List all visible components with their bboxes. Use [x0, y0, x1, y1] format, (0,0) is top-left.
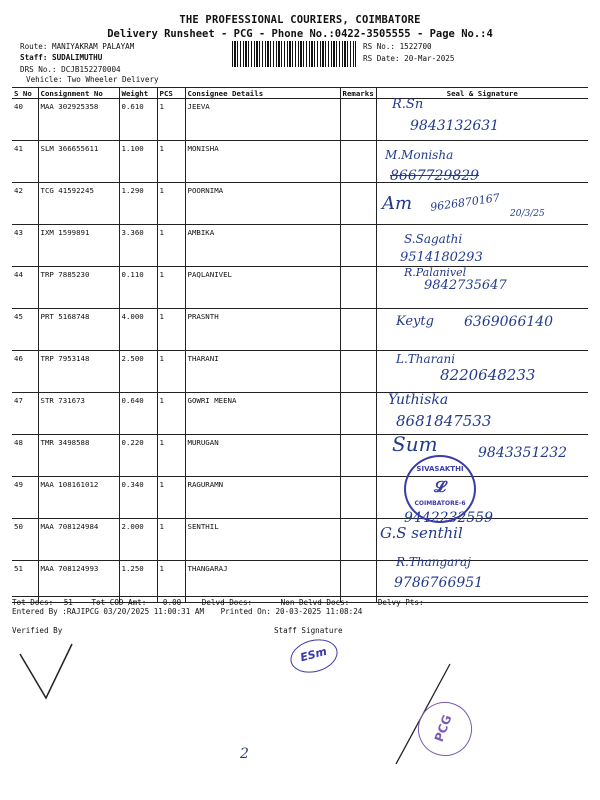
cell-consignee: MURUGAN: [185, 435, 340, 477]
cell-consignment: SLM 366655611: [38, 141, 119, 183]
drs-label: DRS No.:: [20, 65, 57, 74]
cell-sno: 42: [12, 183, 38, 225]
cell-consignee: THANGARAJ: [185, 561, 340, 603]
handwritten-phone: 8681847533: [396, 412, 492, 430]
table-row: [12, 99, 588, 141]
pcg-stamp-text: PCG: [431, 713, 455, 744]
non-delvd-docs-label: Non Delvd Docs:: [280, 598, 350, 607]
delvd-docs-label: Delvd Docs:: [201, 598, 253, 607]
cell-consignment: MAA 708124984: [38, 519, 119, 561]
col-consignment-no: Consignment No: [38, 88, 119, 99]
cell-remarks: [340, 225, 376, 267]
vehicle-label: Vehicle:: [26, 75, 63, 84]
staff-label: Staff:: [20, 53, 48, 62]
cell-weight: 1.100: [119, 141, 157, 183]
handwritten-page-mark: 2: [240, 746, 249, 762]
cell-weight: 4.000: [119, 309, 157, 351]
seal-bottom-text: COIMBATORE-6: [414, 500, 466, 507]
cell-consignee: SENTHIL: [185, 519, 340, 561]
cell-remarks: [340, 183, 376, 225]
col-seal-signature: Seal & Signature: [376, 88, 588, 99]
handwritten-phone: 8667729829: [390, 168, 480, 184]
cell-pcs: 1: [157, 99, 185, 141]
handwritten-phone: 9514180293: [400, 250, 483, 265]
col-weight: Weight: [119, 88, 157, 99]
company-name: THE PROFESSIONAL COURIERS, COIMBATORE: [179, 14, 421, 26]
cell-consignment: STR 731673: [38, 393, 119, 435]
handwritten-name: R.Palanivel: [404, 266, 467, 279]
table-row: [12, 183, 588, 225]
cell-pcs: 1: [157, 561, 185, 603]
handwritten-name: Yuthiska: [388, 392, 449, 408]
printed-on: Printed On: 20-03-2025 11:08:24: [220, 607, 363, 616]
cell-weight: 2.500: [119, 351, 157, 393]
col-consignee: Consignee Details: [185, 88, 340, 99]
col-pcs: PCS: [157, 88, 185, 99]
sivasakthi-seal: [404, 455, 476, 523]
cell-sno: 47: [12, 393, 38, 435]
cell-consignment: TCG 41592245: [38, 183, 119, 225]
handwritten-phone: 6369066140: [464, 314, 554, 330]
tot-cod-value: 0.00: [162, 598, 182, 607]
staff-value: SUDALIMUTHU: [52, 53, 103, 62]
cell-weight: 2.000: [119, 519, 157, 561]
delvy-pts-label: Delvy Pts:: [377, 598, 424, 607]
cell-weight: 0.110: [119, 267, 157, 309]
cell-weight: 0.640: [119, 393, 157, 435]
handwritten-phone: 9843132631: [410, 118, 500, 134]
cell-sno: 43: [12, 225, 38, 267]
signature-scribble: Sum: [392, 432, 438, 456]
cell-consignee: AMBIKA: [185, 225, 340, 267]
cell-consignee: GOWRI MEENA: [185, 393, 340, 435]
cell-sno: 50: [12, 519, 38, 561]
staff-line: [20, 53, 102, 62]
handwritten-phone: 9626870167: [429, 191, 501, 214]
cell-consignment: MAA 108161012: [38, 477, 119, 519]
cell-remarks: [340, 393, 376, 435]
cell-weight: 3.360: [119, 225, 157, 267]
cell-weight: 1.290: [119, 183, 157, 225]
seal-signature-icon: 𝓛: [434, 477, 446, 496]
tot-cod-label: Tot COD Amt:: [91, 598, 147, 607]
cell-pcs: 1: [157, 309, 185, 351]
handwritten-date: 20/3/25: [510, 209, 545, 219]
tot-docs-label: Tot Docs:: [12, 598, 54, 607]
cell-consignment: MAA 708124993: [38, 561, 119, 603]
cell-consignee: THARANI: [185, 351, 340, 393]
cell-remarks: [340, 309, 376, 351]
cell-consignment: MAA 302925358: [38, 99, 119, 141]
cell-pcs: 1: [157, 393, 185, 435]
col-sno: S No: [12, 88, 38, 99]
seal-top-text: SIVASAKTHI: [416, 465, 464, 473]
cell-consignment: TRP 7953148: [38, 351, 119, 393]
cell-consignment: TMR 3498588: [38, 435, 119, 477]
handwritten-phone: 9442232559: [404, 510, 494, 526]
cell-sno: 40: [12, 99, 38, 141]
route-line: [20, 42, 134, 51]
cell-pcs: 1: [157, 351, 185, 393]
handwritten-name: R.Thangaraj: [396, 555, 471, 569]
cell-remarks: [340, 435, 376, 477]
handwritten-name: S.Sagathi: [404, 232, 463, 246]
cell-remarks: [340, 267, 376, 309]
col-remarks: Remarks: [340, 88, 376, 99]
signature-scribble: R.Sn: [392, 97, 424, 112]
verified-by-label: Verified By: [12, 626, 63, 635]
table-row: [12, 477, 588, 519]
cell-pcs: 1: [157, 435, 185, 477]
staff-signature-label: Staff Signature: [274, 626, 343, 635]
cell-pcs: 1: [157, 225, 185, 267]
cell-remarks: [340, 99, 376, 141]
table-row: [12, 141, 588, 183]
cell-weight: 0.340: [119, 477, 157, 519]
cell-remarks: [340, 351, 376, 393]
route-value: MANIYAKRAM PALAYAM: [52, 42, 135, 51]
handwritten-phone: 9843351232: [478, 445, 568, 461]
vehicle-line: [26, 75, 159, 84]
cell-consignee: RAGURAMN: [185, 477, 340, 519]
rs-date-value: 20-Mar-2025: [404, 54, 455, 63]
cell-weight: 1.250: [119, 561, 157, 603]
rs-date-line: [363, 54, 454, 63]
cell-sno: 45: [12, 309, 38, 351]
handwritten-phone: 8220648233: [440, 366, 536, 384]
cell-pcs: 1: [157, 141, 185, 183]
handwritten-name: M.Monisha: [385, 148, 454, 162]
handwritten-name: L.Tharani: [396, 352, 456, 366]
cell-consignee: PRASNTH: [185, 309, 340, 351]
cell-weight: 0.220: [119, 435, 157, 477]
rs-no-label: RS No.:: [363, 42, 396, 51]
cell-remarks: [340, 141, 376, 183]
cell-sno: 46: [12, 351, 38, 393]
entered-line: [12, 607, 362, 616]
cell-consignee: POORNIMA: [185, 183, 340, 225]
cell-sno: 51: [12, 561, 38, 603]
cell-remarks: [340, 477, 376, 519]
table-header-row: [12, 88, 588, 99]
cell-consignee: MONISHA: [185, 141, 340, 183]
table-row: [12, 519, 588, 561]
handwritten-phone: 9842735647: [424, 278, 507, 293]
handwritten-phone: 9786766951: [394, 575, 484, 591]
cell-weight: 0.610: [119, 99, 157, 141]
cell-consignment: TRP 7885230: [38, 267, 119, 309]
signature-scribble: Keytg: [396, 314, 434, 329]
rs-no-value: 1522700: [399, 42, 432, 51]
runsheet-table: [12, 87, 588, 603]
cell-sno: 44: [12, 267, 38, 309]
drs-line: [20, 65, 121, 74]
verified-checkmark: [14, 640, 84, 710]
esm-stamp-text: ESm: [298, 644, 329, 665]
esm-stamp: [287, 634, 342, 677]
cell-consignee: JEEVA: [185, 99, 340, 141]
cell-consignment: IXM 1599891: [38, 225, 119, 267]
cell-remarks: [340, 519, 376, 561]
table-row: [12, 225, 588, 267]
entered-by: Entered By :RAJIPCG 03/20/2025 11:00:31 AM: [12, 607, 205, 616]
drs-value: DCJB152270004: [61, 65, 121, 74]
runsheet-title: Delivery Runsheet - PCG - Phone No.:0422-3505555 - Page No.:4: [107, 28, 493, 40]
cell-pcs: 1: [157, 519, 185, 561]
cell-pcs: 1: [157, 267, 185, 309]
cell-sno: 48: [12, 435, 38, 477]
rs-no-line: [363, 42, 432, 51]
rs-date-label: RS Date:: [363, 54, 400, 63]
table-row: [12, 393, 588, 435]
cell-pcs: 1: [157, 183, 185, 225]
route-label: Route:: [20, 42, 48, 51]
barcode: [232, 41, 356, 67]
signature-scribble: Am: [382, 193, 413, 214]
tot-docs-value: 51: [63, 598, 73, 607]
cell-pcs: 1: [157, 477, 185, 519]
cell-sno: 49: [12, 477, 38, 519]
cell-consignment: PRT 5168748: [38, 309, 119, 351]
cell-sno: 41: [12, 141, 38, 183]
cell-consignee: PAQLANIVEL: [185, 267, 340, 309]
vehicle-value: Two Wheeler Delivery: [67, 75, 159, 84]
handwritten-name: G.S senthil: [380, 524, 463, 542]
totals-line: [12, 596, 588, 607]
